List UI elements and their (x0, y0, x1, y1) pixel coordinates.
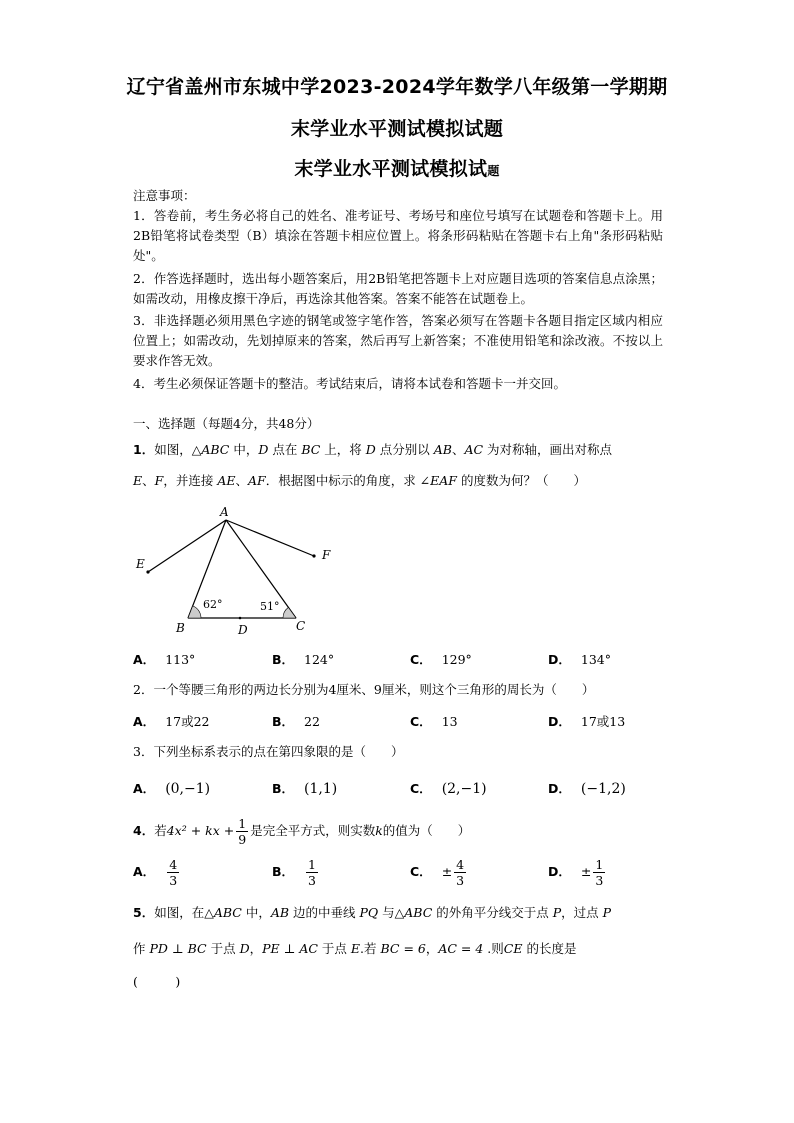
label-c: C (296, 619, 306, 633)
q1-text: 为对称轴，画出对称点 (483, 442, 613, 457)
label-f: F (322, 548, 331, 562)
q5-text: 作 (133, 941, 150, 956)
q1-text: 、 (451, 442, 465, 457)
option-label: B． (272, 864, 295, 879)
triangle-figure (130, 500, 350, 640)
question-3: 3．下列坐标系表示的点在第四象限的是（ ） (133, 744, 404, 759)
q4-variable: k (375, 823, 383, 838)
q5-text: ， (249, 941, 263, 956)
fraction-numerator: 4 (456, 857, 465, 872)
fraction-numerator: 1 (238, 816, 247, 831)
angle-c-label: 51° (260, 600, 280, 613)
q1-math: AB (433, 442, 452, 457)
q4-option-b[interactable] (272, 855, 320, 889)
option-fraction (306, 857, 318, 888)
fraction-numerator: 1 (308, 857, 316, 872)
q5-math: PE ⊥ AC (262, 941, 318, 956)
q4-text: 的值为（ ） (382, 823, 471, 838)
point-d (239, 617, 242, 620)
q1-math: AE (217, 473, 236, 488)
q5-text: ，过点 (561, 905, 603, 920)
q1-math: △ABC (191, 442, 230, 457)
q4-text: 若 (154, 823, 167, 838)
question-5-answer-blank: ( ) (133, 974, 181, 989)
option-label: B． (272, 714, 295, 729)
q5-text: 于点 (206, 941, 240, 956)
q4-option-c[interactable] (410, 855, 468, 889)
fraction-denominator: 3 (595, 873, 604, 888)
question-1-line1 (133, 440, 612, 460)
option-text: 124° (304, 652, 335, 667)
option-text: (1,1) (304, 781, 338, 797)
label-d: D (238, 623, 248, 637)
q5-text: 的外角平分线交于点 (432, 905, 553, 920)
notice-heading: 注意事项： (133, 188, 196, 203)
option-text: 17或22 (165, 714, 210, 729)
option-label: A． (133, 781, 156, 796)
q2-option-c[interactable] (410, 712, 458, 730)
option-label: D． (548, 864, 571, 879)
q1-text: 点在 (268, 442, 302, 457)
option-label: C． (410, 781, 432, 796)
point-f (312, 554, 315, 557)
q5-math: E (350, 941, 361, 956)
q1-option-a[interactable] (133, 650, 195, 668)
q1-option-c[interactable] (410, 650, 472, 668)
q1-text: 、 (235, 473, 248, 488)
option-label: D． (548, 714, 571, 729)
q1-math: D (258, 442, 269, 457)
fraction-numerator: 4 (169, 857, 178, 872)
q5-math: P (552, 905, 562, 920)
q1-text: ，并连接 (163, 473, 218, 488)
option-text: 22 (304, 714, 320, 729)
question-number: 1． (133, 442, 155, 457)
q1-math: D (365, 442, 376, 457)
fraction-denominator: 3 (308, 873, 316, 888)
q5-math: △ABC (394, 905, 433, 920)
q3-option-c[interactable] (410, 779, 487, 797)
q3-option-a[interactable] (133, 779, 210, 797)
option-label: C． (410, 652, 432, 667)
fraction-denominator: 9 (238, 832, 247, 847)
option-sign: ± (441, 864, 453, 879)
q5-math: PD ⊥ BC (149, 941, 207, 956)
question-number: 4． (133, 823, 155, 838)
option-text: 13 (441, 714, 458, 729)
q1-text: 、 (142, 473, 155, 488)
option-sign: ± (580, 864, 592, 879)
q1-math: ∠EAF (419, 473, 457, 488)
option-text: 17或13 (580, 714, 626, 729)
option-fraction (454, 857, 466, 888)
q5-text: 与 (378, 905, 395, 920)
q4-expression: 4x² + kx + (166, 823, 235, 838)
option-text: (−1,2) (580, 781, 626, 797)
q1-text: ．根据图中标示的角度，求 (265, 473, 420, 488)
q4-text: 是完全平方式，则实数 (250, 823, 376, 838)
q1-option-b[interactable] (272, 650, 334, 668)
q1-text: 的度数为何？（ ） (456, 473, 586, 488)
notice-item-4: 4．考生必须保证答题卡的整洁。考试结束后，请将本试卷和答题卡一并交回。 (133, 376, 566, 391)
option-label: B． (272, 781, 295, 796)
point-e (146, 570, 149, 573)
question-5-line2 (133, 939, 576, 959)
question-number: 5． (133, 905, 155, 920)
fraction-denominator: 3 (456, 873, 465, 888)
question-4 (133, 814, 470, 848)
section-heading: 一、选择题（每题4分，共48分） (133, 416, 320, 431)
q5-text: .则 (483, 941, 504, 956)
q5-text: ， (425, 941, 439, 956)
label-a: A (220, 505, 229, 519)
option-label: D． (548, 781, 571, 796)
fraction-denominator: 3 (169, 873, 178, 888)
angle-c-mark (283, 607, 296, 618)
notice-item-3: 3．非选择题必须用黑色字迹的钢笔或签字笔作答，答案必须写在答题卡各题目指定区域内相应位置上；如需改动，先划掉原来的答案，然后再写上新答案；不准使用铅笔和涂改液。不按以上要求作答无效。 (133, 313, 663, 368)
q5-math: △ABC (204, 905, 242, 920)
question-5-line1 (133, 903, 611, 923)
option-fraction (593, 857, 605, 888)
q1-math: BC (301, 442, 321, 457)
q4-fraction (236, 816, 248, 847)
option-label: A． (133, 652, 156, 667)
q1-text: 上，将 (320, 442, 366, 457)
q5-text: .若 (360, 941, 381, 956)
option-text: 134° (580, 652, 611, 667)
q5-math: P (602, 905, 612, 920)
q3-option-b[interactable] (272, 779, 337, 797)
option-label: C． (410, 864, 432, 879)
q5-text: 如图，在 (154, 905, 205, 920)
q1-text: 如图， (154, 442, 192, 457)
segment-ae (148, 520, 226, 572)
q2-option-a[interactable] (133, 712, 210, 730)
notice-item-2: 2．作答选择题时，选出每小题答案后，用2B铅笔把答题卡上对应题目选项的答案信息点涂黑；如需改动，用橡皮擦干净后，再选涂其他答案。答案不能答在试题卷上。 (133, 271, 663, 306)
q1-option-d[interactable] (548, 650, 611, 668)
question-2: 2．一个等腰三角形的两边长分别为4厘米、9厘米，则这个三角形的周长为（ ） (133, 682, 595, 697)
option-label: B． (272, 652, 295, 667)
page-title-line2: 末学业水平测试模拟试题 (290, 118, 504, 140)
label-e: E (136, 557, 145, 571)
q3-option-d[interactable] (548, 779, 626, 797)
page-title-line3-main: 末学业水平测试模拟试 (294, 158, 488, 180)
option-text: 113° (165, 652, 196, 667)
q1-math: F (154, 473, 164, 488)
fraction-numerator: 1 (595, 857, 604, 872)
q5-math: D (239, 941, 250, 956)
q1-text: 点分别以 (375, 442, 434, 457)
option-text: (2,−1) (441, 781, 487, 797)
notice-item-1: 1．答卷前，考生务必将自己的姓名、准考证号、考场号和座位号填写在试题卷和答题卡上。用2B铅笔将试卷类型（B）填涂在答题卡相应位置上。将条形码粘贴在答题卡右上角"条形码粘贴处"。 (133, 208, 663, 263)
q5-math: PQ (359, 905, 379, 920)
option-label: C． (410, 714, 432, 729)
q1-text: 中， (229, 442, 259, 457)
page-title: 辽宁省盖州市东城中学2023-2024学年数学八年级第一学期期 (126, 76, 668, 98)
q5-math: BC = 6 (380, 941, 426, 956)
question-1-line2 (133, 471, 586, 491)
option-label: D． (548, 652, 571, 667)
option-label: A． (133, 714, 156, 729)
option-fraction (167, 857, 179, 888)
q5-math: AC = 4 (438, 941, 484, 956)
q1-math: AC (464, 442, 484, 457)
q5-text: 边的中垂线 (289, 905, 360, 920)
option-text: 129° (441, 652, 472, 667)
option-text: (0,−1) (165, 781, 211, 797)
option-label: A． (133, 864, 156, 879)
q5-text: 的长度是 (522, 941, 577, 956)
q5-text: 于点 (317, 941, 351, 956)
q2-option-d[interactable] (548, 712, 625, 730)
angle-b-label: 62° (203, 598, 223, 611)
q5-math: CE (503, 941, 523, 956)
q4-option-d[interactable] (548, 855, 607, 889)
q2-option-b[interactable] (272, 712, 320, 730)
label-b: B (176, 621, 185, 635)
page-title-line3-small: 题 (487, 164, 500, 178)
q1-math: AF (247, 473, 266, 488)
q1-math: E (133, 473, 143, 488)
q5-text: 中， (241, 905, 271, 920)
page-title-line3 (0, 154, 794, 181)
q4-option-a[interactable] (133, 855, 181, 889)
q5-math: AB (270, 905, 290, 920)
